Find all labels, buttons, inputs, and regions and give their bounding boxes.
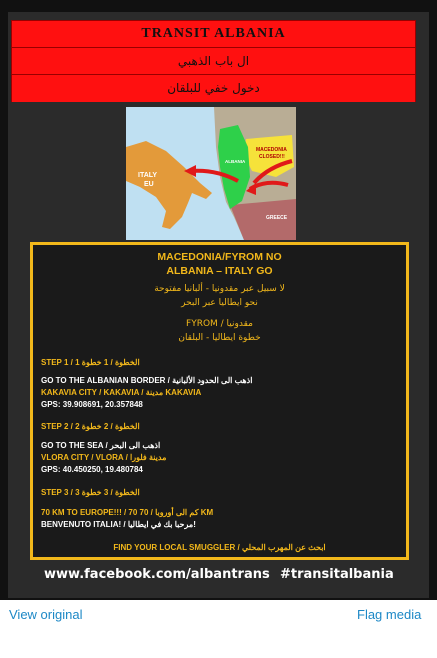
route-map-graphic [126, 107, 296, 240]
macedonia-label: MACEDONIA [256, 147, 287, 153]
step1-label: STEP 1 / 1 الخطوة / 1 خطوة [41, 358, 140, 367]
step1-go: GO TO THE ALBANIAN BORDER / اذهب الى الحدود الألبانية [41, 376, 253, 385]
step3-label: STEP 3 / 3 الخطوة / 3 خطوة [41, 488, 140, 497]
instructions-box [30, 242, 409, 560]
step2-go: GO TO THE SEA / اذهب الى البحر [41, 441, 161, 450]
fyrom-line: FYROM / مقدونيا [186, 319, 253, 329]
eu-label: EU [144, 181, 154, 188]
step3-go: 70 KM TO EUROPE!!! / 70 كم الى أوروبا / 70 KM [41, 508, 214, 517]
step1-city: KAKAVIA CITY / KAKAVIA / مدينة KAKAVIA [41, 388, 202, 397]
banner-subtitle: ال باب الذهبي [12, 48, 415, 75]
albania-label: ALBANIA [225, 159, 246, 164]
view-original-link[interactable]: View original [9, 607, 83, 622]
heading-line-1: MACEDONIA/FYROM NO [157, 251, 282, 263]
step2-label: STEP 2 / 2 الخطوة / 2 خطوة [41, 422, 140, 431]
arabic-line-2: نحو ايطاليا عبر البحر [181, 298, 258, 308]
banner-title: TRANSIT ALBANIA [12, 21, 415, 48]
greece-label: GREECE [266, 215, 288, 221]
step1-gps: GPS: 39.908691, 20.357848 [41, 400, 143, 409]
arabic-line-1: لا سبيل عبر مقدونيا - ألبانيا مفتوحة [154, 284, 285, 294]
title-banner [11, 20, 416, 102]
route-map [126, 107, 296, 240]
step2-gps: GPS: 40.450250, 19.480784 [41, 465, 143, 474]
arabic-line-3: خطوة ايطاليا - البلقان [178, 333, 261, 343]
step2-city: VLORA CITY / VLORA / مدينة فلورا [41, 453, 167, 462]
flag-media-link[interactable]: Flag media [357, 607, 422, 622]
hashtag-text: #transitalbania [280, 567, 394, 582]
closed-label: CLOSED!!! [259, 154, 285, 160]
step3-welcome: BENVENUTO ITALIA! / مرحبا بك في ايطاليا! [41, 520, 196, 529]
poster-image[interactable] [8, 12, 429, 598]
heading-line-2: ALBANIA – ITALY GO [166, 265, 273, 277]
italy-label: ITALY [138, 172, 158, 179]
facebook-text: www.facebook.com/albantrans [44, 567, 270, 582]
smuggler-line: FIND YOUR LOCAL SMUGGLER / ابحث عن المهرب المحلي [113, 543, 326, 552]
banner-tagline: دخول خفي للبلقان [12, 75, 415, 102]
